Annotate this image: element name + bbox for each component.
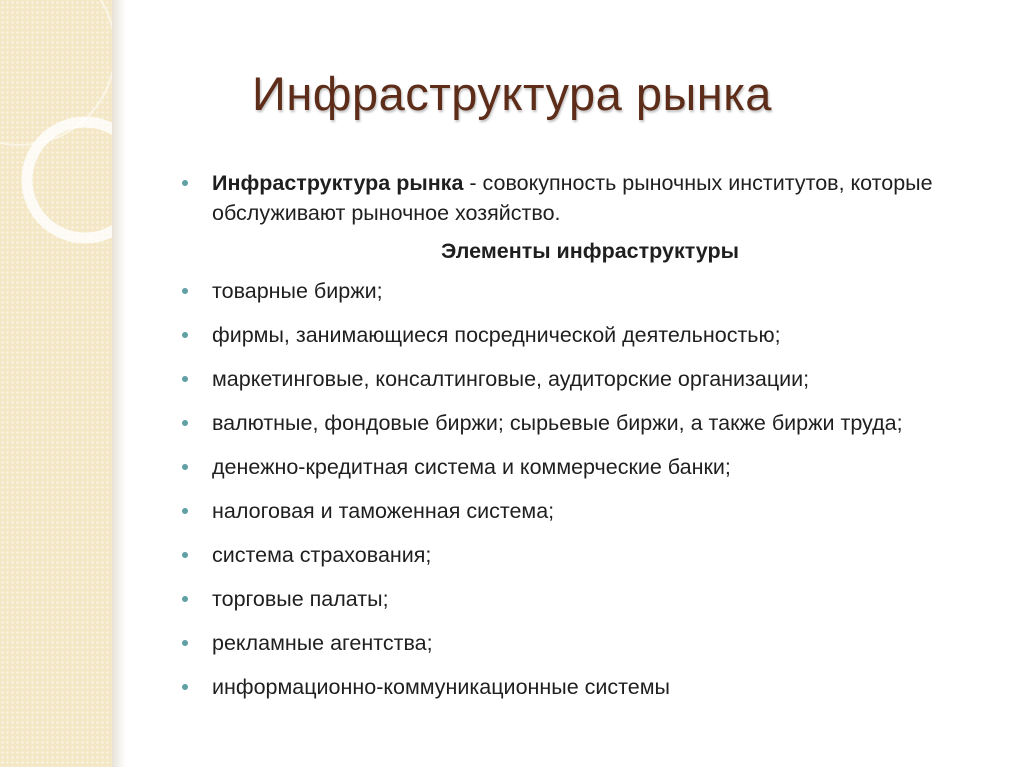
ring-decorative-circle — [27, 122, 112, 238]
elements-subheading: Элементы инфраструктуры — [441, 239, 739, 263]
elements-list — [180, 276, 1000, 702]
slide-content — [180, 168, 1000, 716]
element-list-item: валютные, фондовые биржи; сырьевые биржи, а также биржи труда; — [180, 408, 1000, 438]
slide-title: Инфраструктура рынка — [252, 67, 772, 120]
definition-item — [180, 168, 1000, 228]
element-list-item: торговые палаты; — [180, 584, 1000, 614]
element-list-item: фирмы, занимающиеся посреднической деятельностью; — [180, 320, 1000, 350]
definition-text: - совокупность рыночных институтов, которые обслуживают рыночное хозяйство. — [212, 171, 933, 225]
element-list-item: налоговая и таможенная система; — [180, 496, 1000, 526]
element-list-item: информационно-коммуникационные системы — [180, 672, 1000, 702]
element-list-item: денежно-кредитная система и коммерческие банки; — [180, 452, 1000, 482]
element-list-item: маркетинговые, консалтинговые, аудиторские организации; — [180, 364, 1000, 394]
element-list-item: рекламные агентства; — [180, 628, 1000, 658]
element-list-item: система страхования; — [180, 540, 1000, 570]
element-list-item: товарные биржи; — [180, 276, 1000, 306]
definition-term: Инфраструктура рынка — [212, 171, 464, 195]
